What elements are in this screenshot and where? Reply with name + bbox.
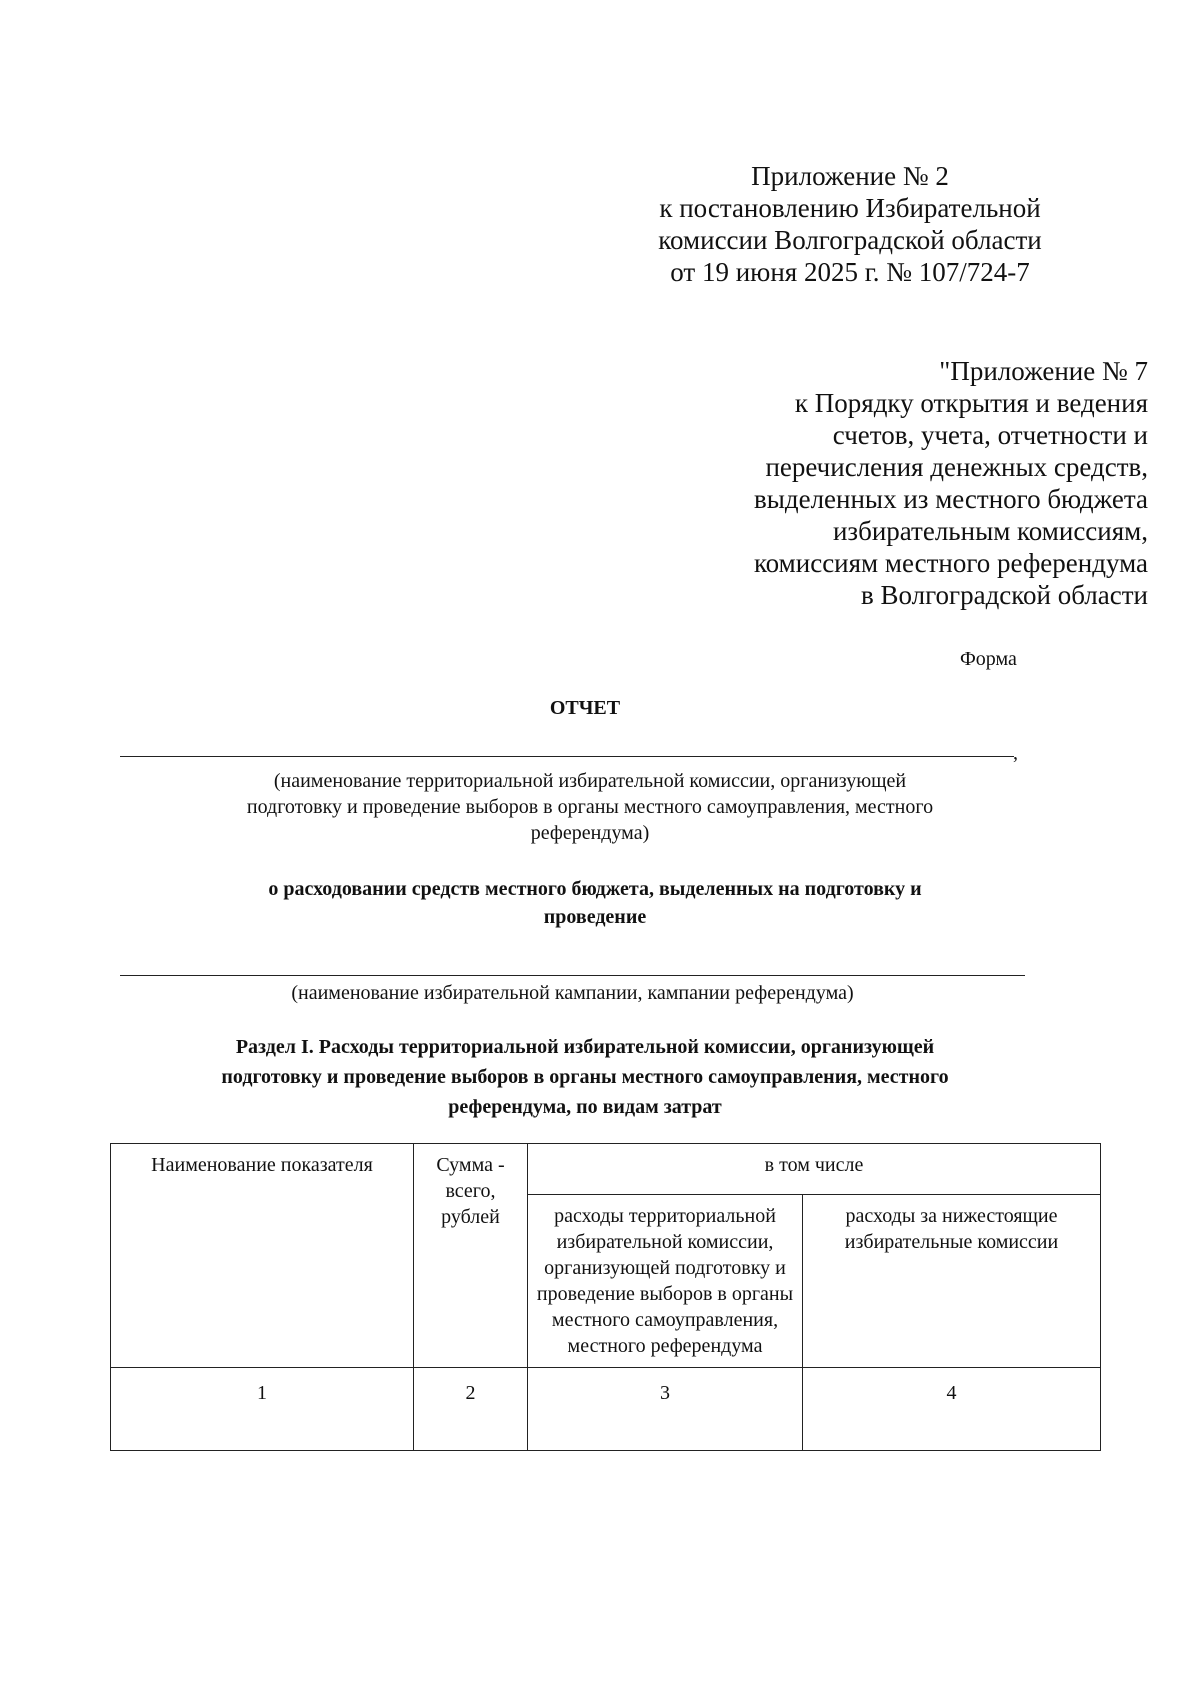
section-title-line: Раздел I. Расходы территориальной избирательной комиссии, организующей bbox=[235, 1036, 935, 1058]
commission-caption-line: (наименование территориальной избирательной комиссии, организующей bbox=[273, 770, 907, 792]
commission-caption-line: подготовку и проведение выборов в органы местного самоуправления, местного bbox=[246, 796, 934, 818]
report-subject bbox=[150, 875, 1040, 931]
header-including: в том числе bbox=[528, 1144, 1101, 1195]
annex-order-line: "Приложение № 7 bbox=[939, 356, 1148, 386]
table-header-row bbox=[111, 1144, 1101, 1195]
commission-caption bbox=[160, 768, 1020, 846]
header-indicator: Наименование показателя bbox=[111, 1144, 414, 1368]
table-row bbox=[111, 1368, 1101, 1451]
annex-resolution-line: Приложение № 2 bbox=[751, 161, 949, 191]
commission-name-line bbox=[120, 756, 1014, 757]
annex-order-line: избирательным комиссиям, bbox=[832, 516, 1148, 546]
section-title-line: референдума, по видам затрат bbox=[448, 1096, 722, 1118]
expenses-table bbox=[110, 1143, 1101, 1451]
annex-resolution-block bbox=[600, 160, 1100, 288]
annex-resolution-line: к постановлению Избирательной bbox=[659, 193, 1041, 223]
commission-caption-line: референдума) bbox=[530, 822, 650, 844]
report-subject-line: проведение bbox=[543, 906, 647, 928]
report-subject-line: о расходовании средств местного бюджета, выделенных на подготовку и bbox=[268, 878, 922, 900]
section-title-line: подготовку и проведение выборов в органы местного самоуправления, местного bbox=[221, 1066, 949, 1088]
column-number-cell: 4 bbox=[803, 1368, 1101, 1451]
column-number-cell: 3 bbox=[528, 1368, 803, 1451]
annex-order-line: счетов, учета, отчетности и bbox=[832, 420, 1148, 450]
column-number-cell: 2 bbox=[414, 1368, 528, 1451]
form-label: Форма bbox=[960, 648, 1017, 670]
annex-order-line: выделенных из местного бюджета bbox=[753, 484, 1148, 514]
header-lower-expenses: расходы за нижестоящие избирательные комиссии bbox=[803, 1195, 1101, 1368]
header-tik-expenses: расходы территориальной избирательной комиссии, организующей подготовку и проведение выборов в органы местного самоуправления, местного референдума bbox=[528, 1195, 803, 1368]
report-title: ОТЧЕТ bbox=[549, 697, 621, 719]
annex-order-block bbox=[600, 355, 1148, 611]
annex-order-line: комиссиям местного референдума bbox=[753, 548, 1148, 578]
column-number-cell: 1 bbox=[111, 1368, 414, 1451]
campaign-caption: (наименование избирательной кампании, кампании референдума) bbox=[291, 982, 854, 1004]
annex-order-line: перечисления денежных средств, bbox=[765, 452, 1148, 482]
annex-resolution-line: от 19 июня 2025 г. № 107/724-7 bbox=[670, 257, 1030, 287]
section-title bbox=[100, 1032, 1070, 1122]
annex-order-line: в Волгоградской области bbox=[860, 580, 1148, 610]
annex-order-line: к Порядку открытия и ведения bbox=[794, 388, 1148, 418]
commission-name-line-comma: , bbox=[1013, 742, 1018, 764]
header-total: Сумма - всего, рублей bbox=[414, 1144, 528, 1368]
campaign-name-line bbox=[120, 975, 1025, 976]
annex-resolution-line: комиссии Волгоградской области bbox=[658, 225, 1042, 255]
